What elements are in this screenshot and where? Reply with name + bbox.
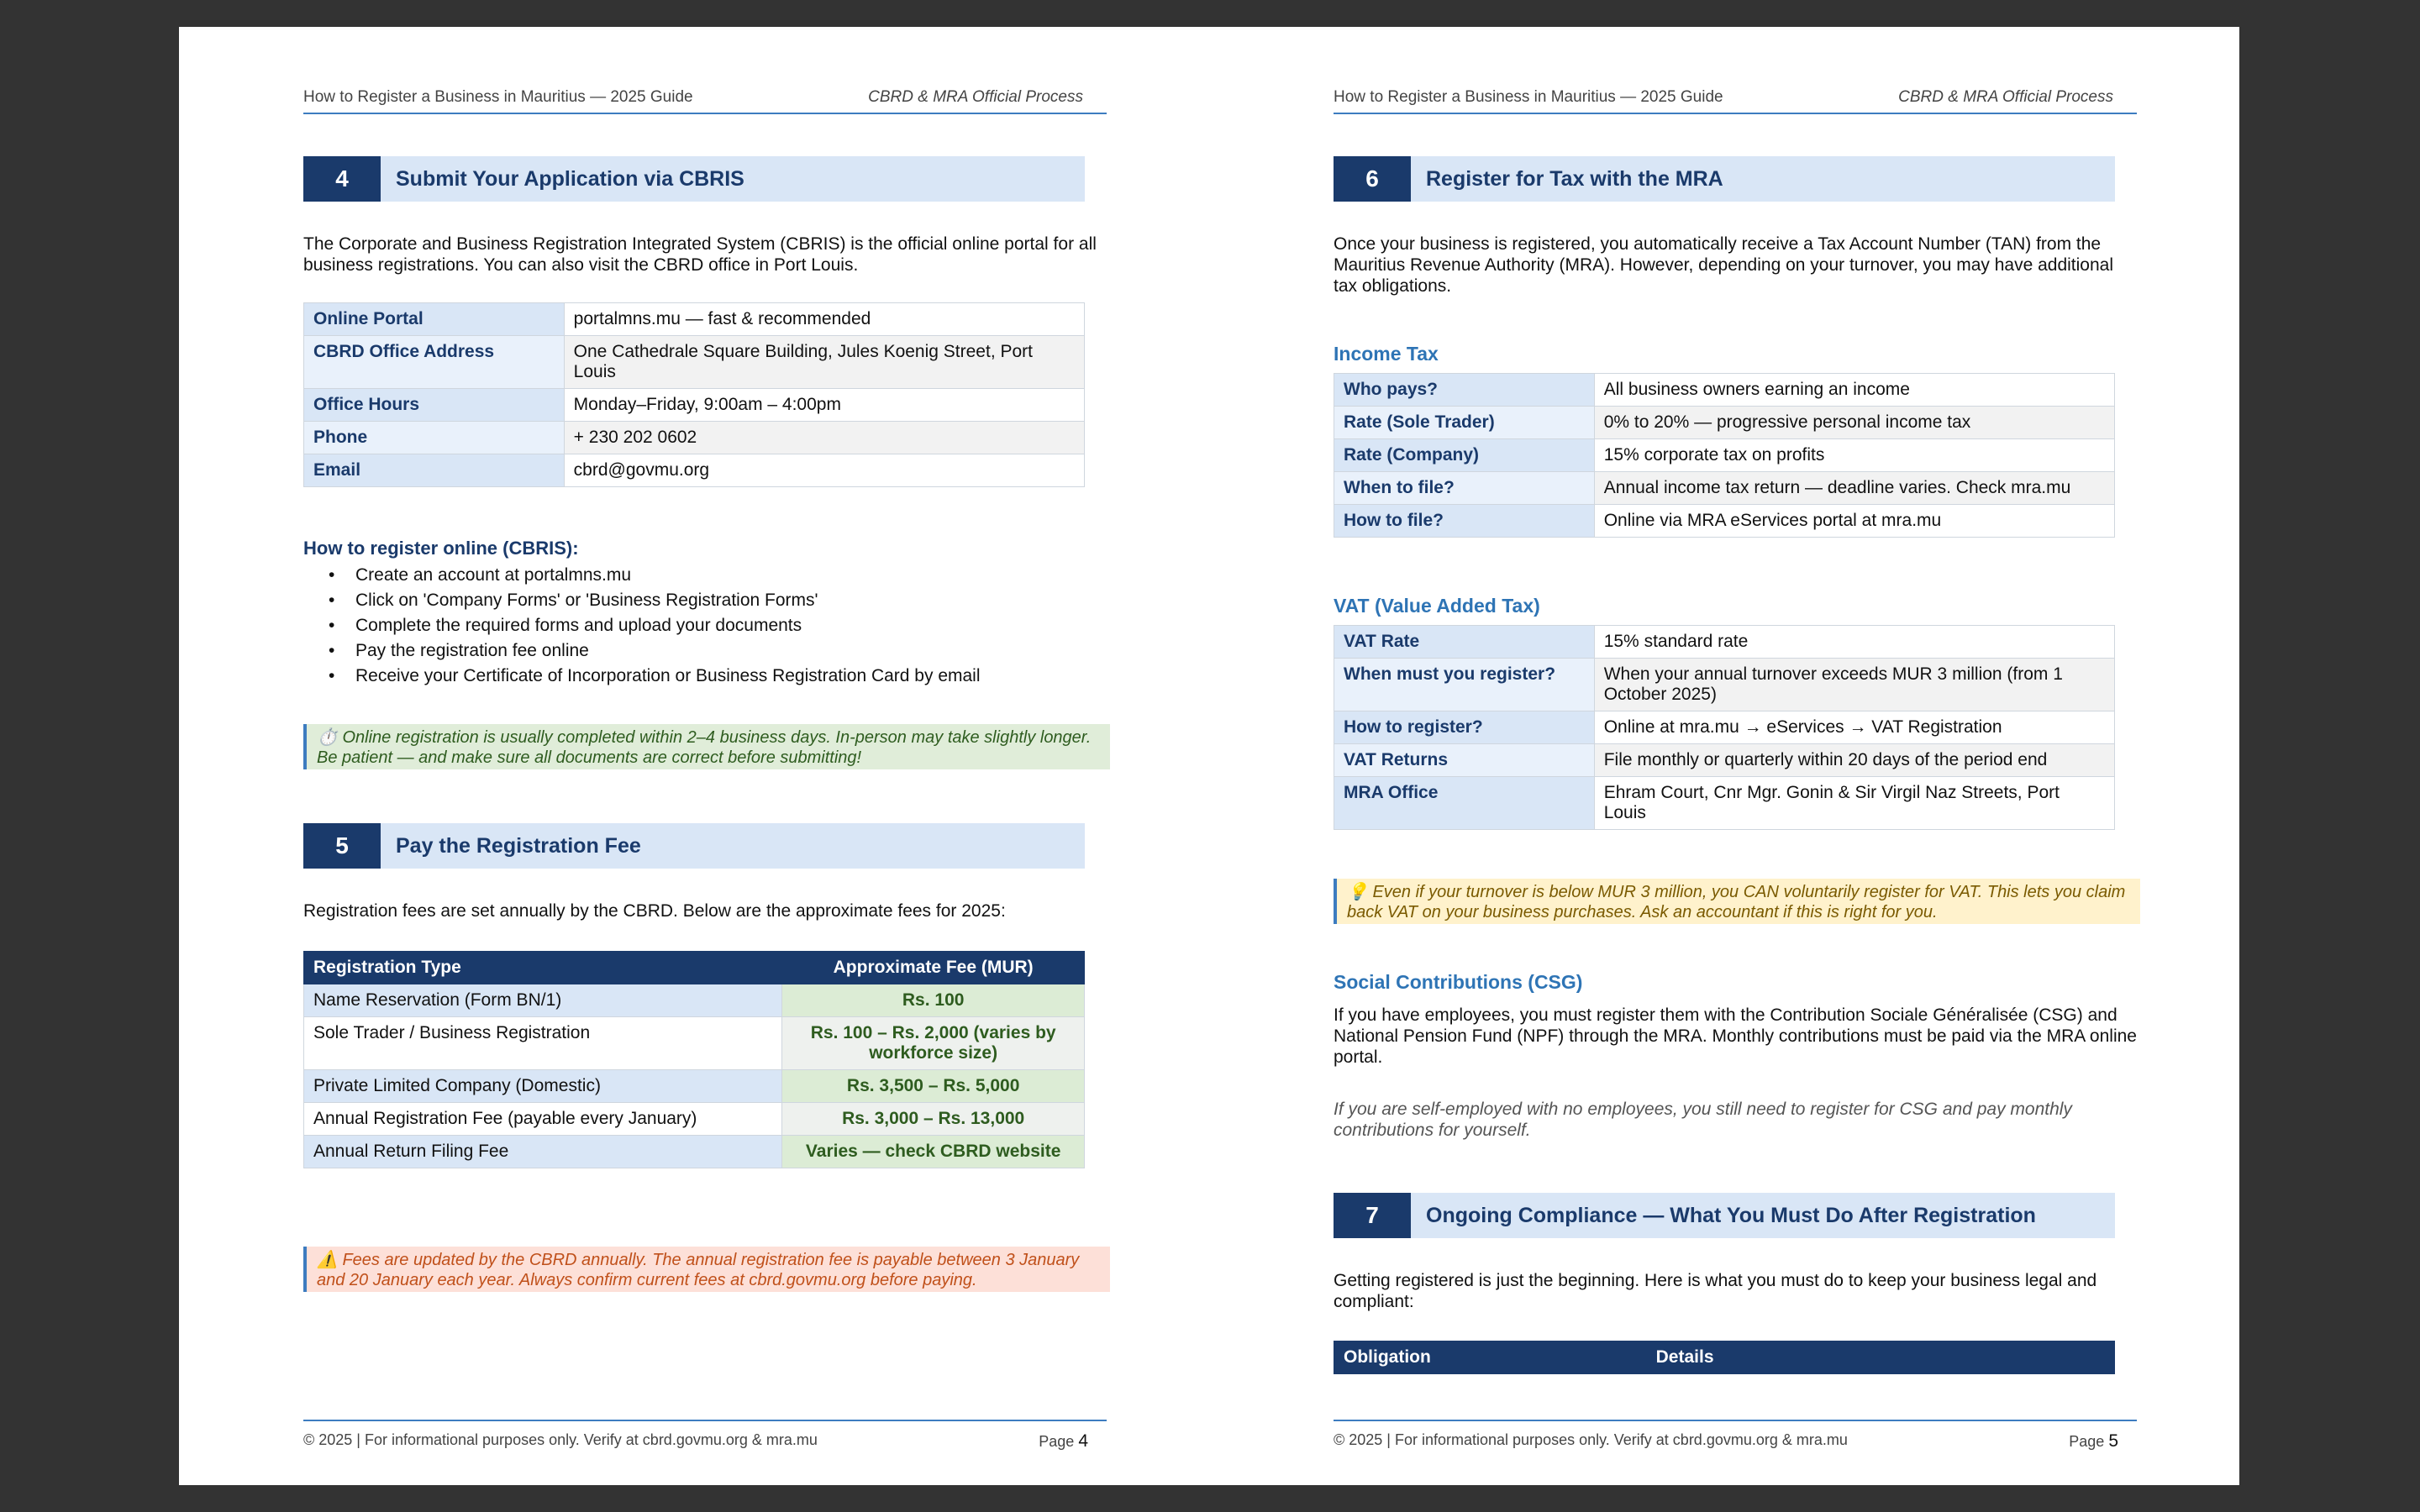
income-tax-value: All business owners earning an income — [1594, 374, 2114, 407]
cbrd-contact-table — [303, 302, 1085, 487]
section-title: Ongoing Compliance — What You Must Do After Registration — [1426, 1204, 2036, 1227]
fee-warning-note — [303, 1247, 1110, 1292]
income-tax-row — [1334, 505, 2115, 538]
section-number: 4 — [303, 156, 381, 202]
section-title: Submit Your Application via CBRIS — [396, 167, 744, 191]
vat-label: When must you register? — [1334, 659, 1595, 711]
compliance-header-details: Details — [1646, 1341, 2114, 1374]
compliance-table — [1334, 1341, 2115, 1374]
fee-amount: Rs. 3,000 – Rs. 13,000 — [782, 1103, 1085, 1136]
contact-row — [304, 389, 1085, 422]
vat-value: Ehram Court, Cnr Mgr. Gonin & Sir Virgil Naz Streets, Port Louis — [1594, 777, 2114, 830]
fee-type: Sole Trader / Business Registration — [304, 1017, 782, 1070]
contact-value: One Cathedrale Square Building, Jules Koenig Street, Port Louis — [564, 336, 1084, 389]
list-item — [303, 613, 1107, 638]
fee-type: Annual Registration Fee (payable every January) — [304, 1103, 782, 1136]
section-title: Register for Tax with the MRA — [1426, 167, 1723, 191]
income-tax-title: Income Tax — [1334, 343, 1439, 365]
section-5-heading — [303, 823, 1085, 869]
income-tax-value: 0% to 20% — progressive personal income tax — [1594, 407, 2114, 439]
footer-text: © 2025 | For informational purposes only. Verify at cbrd.govmu.org & mra.mu — [303, 1431, 818, 1448]
income-tax-row — [1334, 407, 2115, 439]
contact-row — [304, 422, 1085, 454]
vat-table — [1334, 625, 2115, 830]
section-title: Pay the Registration Fee — [396, 834, 641, 858]
page-5 — [1209, 27, 2239, 1485]
vat-tip-text: 💡 Even if your turnover is below MUR 3 million, you CAN voluntarily register for VAT. This lets you claim back VAT on your business purchases. Ask an accountant if this is right for you. — [1347, 883, 2126, 921]
contact-row — [304, 336, 1085, 389]
income-tax-row — [1334, 439, 2115, 472]
fee-amount: Rs. 100 – Rs. 2,000 (varies by workforce size) — [782, 1017, 1085, 1070]
vat-label: VAT Returns — [1334, 744, 1595, 777]
mra-intro: Once your business is registered, you automatically receive a Tax Account Number (TAN) from the Mauritius Revenue Authority (MRA). However, depending on your turnover, you may have additional tax obligations. — [1334, 234, 2113, 296]
income-tax-label: How to file? — [1334, 505, 1595, 538]
income-tax-row — [1334, 374, 2115, 407]
contact-value: Monday–Friday, 9:00am – 4:00pm — [564, 389, 1084, 422]
list-item — [303, 588, 1107, 613]
contact-label: CBRD Office Address — [304, 336, 565, 389]
bullet: • — [329, 616, 335, 635]
header-subtitle: CBRD & MRA Official Process — [1898, 88, 2113, 106]
compliance-intro: Getting registered is just the beginning. Here is what you must do to keep your business legal and compliant: — [1334, 1271, 2097, 1311]
section-6-heading — [1334, 156, 2115, 202]
list-item-text: Complete the required forms and upload your documents — [355, 616, 802, 635]
table-row — [304, 1103, 1085, 1136]
bullet: • — [329, 591, 335, 610]
vat-row — [1334, 744, 2115, 777]
list-item-text: Pay the registration fee online — [355, 641, 589, 660]
contact-label: Email — [304, 454, 565, 487]
income-tax-value: 15% corporate tax on profits — [1594, 439, 2114, 472]
contact-label: Office Hours — [304, 389, 565, 422]
page-header — [1334, 86, 2137, 114]
registration-steps-list — [303, 563, 1107, 689]
cbris-intro: The Corporate and Business Registration Integrated System (CBRIS) is the official online portal for all business registrations. You can also visit the CBRD office in Port Louis. — [303, 234, 1097, 275]
section-7-heading — [1334, 1193, 2115, 1238]
section-4-heading — [303, 156, 1085, 202]
fee-amount: Varies — check CBRD website — [782, 1136, 1085, 1168]
contact-row — [304, 303, 1085, 336]
section-number: 6 — [1334, 156, 1411, 202]
page-number: Page 4 — [1039, 1431, 1088, 1451]
page-footer — [303, 1420, 1107, 1452]
howto-title: How to register online (CBRIS): — [303, 538, 579, 559]
vat-title: VAT (Value Added Tax) — [1334, 595, 1540, 617]
contact-label: Online Portal — [304, 303, 565, 336]
bullet: • — [329, 666, 335, 685]
section-number: 5 — [303, 823, 381, 869]
header-subtitle: CBRD & MRA Official Process — [868, 88, 1083, 106]
csg-text: If you have employees, you must register them with the Contribution Sociale Généralisée (CSG) and National Pension Fund (NPF) through the MRA. Monthly contributions must be paid via the MRA online portal. — [1334, 1005, 2137, 1067]
vat-value: File monthly or quarterly within 20 days of the period end — [1594, 744, 2114, 777]
page-4 — [179, 27, 1209, 1485]
vat-label: How to register? — [1334, 711, 1595, 744]
csg-self-employed-note: If you are self-employed with no employees, you still need to register for CSG and pay monthly contributions for yourself. — [1334, 1100, 2072, 1140]
income-tax-label: Rate (Company) — [1334, 439, 1595, 472]
income-tax-label: When to file? — [1334, 472, 1595, 505]
list-item — [303, 638, 1107, 664]
document-spread — [179, 27, 2239, 1485]
vat-row — [1334, 659, 2115, 711]
tip-note — [303, 724, 1110, 769]
fee-intro: Registration fees are set annually by the CBRD. Below are the approximate fees for 2025: — [303, 901, 1006, 921]
footer-text: © 2025 | For informational purposes only. Verify at cbrd.govmu.org & mra.mu — [1334, 1431, 1848, 1448]
vat-tip-note — [1334, 879, 2140, 924]
list-item — [303, 563, 1107, 588]
fee-amount: Rs. 3,500 – Rs. 5,000 — [782, 1070, 1085, 1103]
table-row — [304, 1070, 1085, 1103]
table-row — [304, 1017, 1085, 1070]
header-title: How to Register a Business in Mauritius — 2025 Guide — [303, 88, 693, 106]
vat-value: 15% standard rate — [1594, 626, 2114, 659]
warning-text: ⚠️ Fees are updated by the CBRD annually. The annual registration fee is payable between 3 January and 20 January each year. Always confirm current fees at cbrd.govmu.org before paying. — [317, 1251, 1080, 1289]
bullet: • — [329, 565, 335, 585]
list-item-text: Create an account at portalmns.mu — [355, 565, 632, 585]
contact-value: portalmns.mu — fast & recommended — [564, 303, 1084, 336]
bullet: • — [329, 641, 335, 660]
tip-text: ⏱️ Online registration is usually completed within 2–4 business days. In-person may take slightly longer. Be patient — and make sure all documents are correct before submitting! — [317, 728, 1092, 767]
fee-table — [303, 951, 1085, 1168]
vat-row — [1334, 626, 2115, 659]
vat-row — [1334, 711, 2115, 744]
compliance-header-obligation: Obligation — [1334, 1341, 1647, 1374]
vat-label: MRA Office — [1334, 777, 1595, 830]
income-tax-label: Who pays? — [1334, 374, 1595, 407]
page-number: Page 5 — [2069, 1431, 2118, 1451]
vat-row — [1334, 777, 2115, 830]
income-tax-table — [1334, 373, 2115, 538]
fee-type: Private Limited Company (Domestic) — [304, 1070, 782, 1103]
csg-title: Social Contributions (CSG) — [1334, 971, 1583, 993]
fee-type: Annual Return Filing Fee — [304, 1136, 782, 1168]
page-footer — [1334, 1420, 2137, 1452]
income-tax-label: Rate (Sole Trader) — [1334, 407, 1595, 439]
list-item — [303, 664, 1107, 689]
vat-value: When your annual turnover exceeds MUR 3 million (from 1 October 2025) — [1594, 659, 2114, 711]
table-row — [304, 1136, 1085, 1168]
contact-value: cbrd@govmu.org — [564, 454, 1084, 487]
contact-value: + 230 202 0602 — [564, 422, 1084, 454]
contact-label: Phone — [304, 422, 565, 454]
header-title: How to Register a Business in Mauritius — 2025 Guide — [1334, 88, 1723, 106]
income-tax-value: Online via MRA eServices portal at mra.mu — [1594, 505, 2114, 538]
section-number: 7 — [1334, 1193, 1411, 1238]
table-row — [304, 984, 1085, 1017]
fee-amount: Rs. 100 — [782, 984, 1085, 1017]
list-item-text: Receive your Certificate of Incorporation or Business Registration Card by email — [355, 666, 981, 685]
list-item-text: Click on 'Company Forms' or 'Business Registration Forms' — [355, 591, 818, 610]
income-tax-value: Annual income tax return — deadline varies. Check mra.mu — [1594, 472, 2114, 505]
fee-type: Name Reservation (Form BN/1) — [304, 984, 782, 1017]
contact-row — [304, 454, 1085, 487]
vat-label: VAT Rate — [1334, 626, 1595, 659]
fee-header-amount: Approximate Fee (MUR) — [782, 952, 1085, 984]
fee-header-type: Registration Type — [304, 952, 782, 984]
income-tax-row — [1334, 472, 2115, 505]
vat-value: Online at mra.mu → eServices → VAT Registration — [1594, 711, 2114, 744]
page-header — [303, 86, 1107, 114]
